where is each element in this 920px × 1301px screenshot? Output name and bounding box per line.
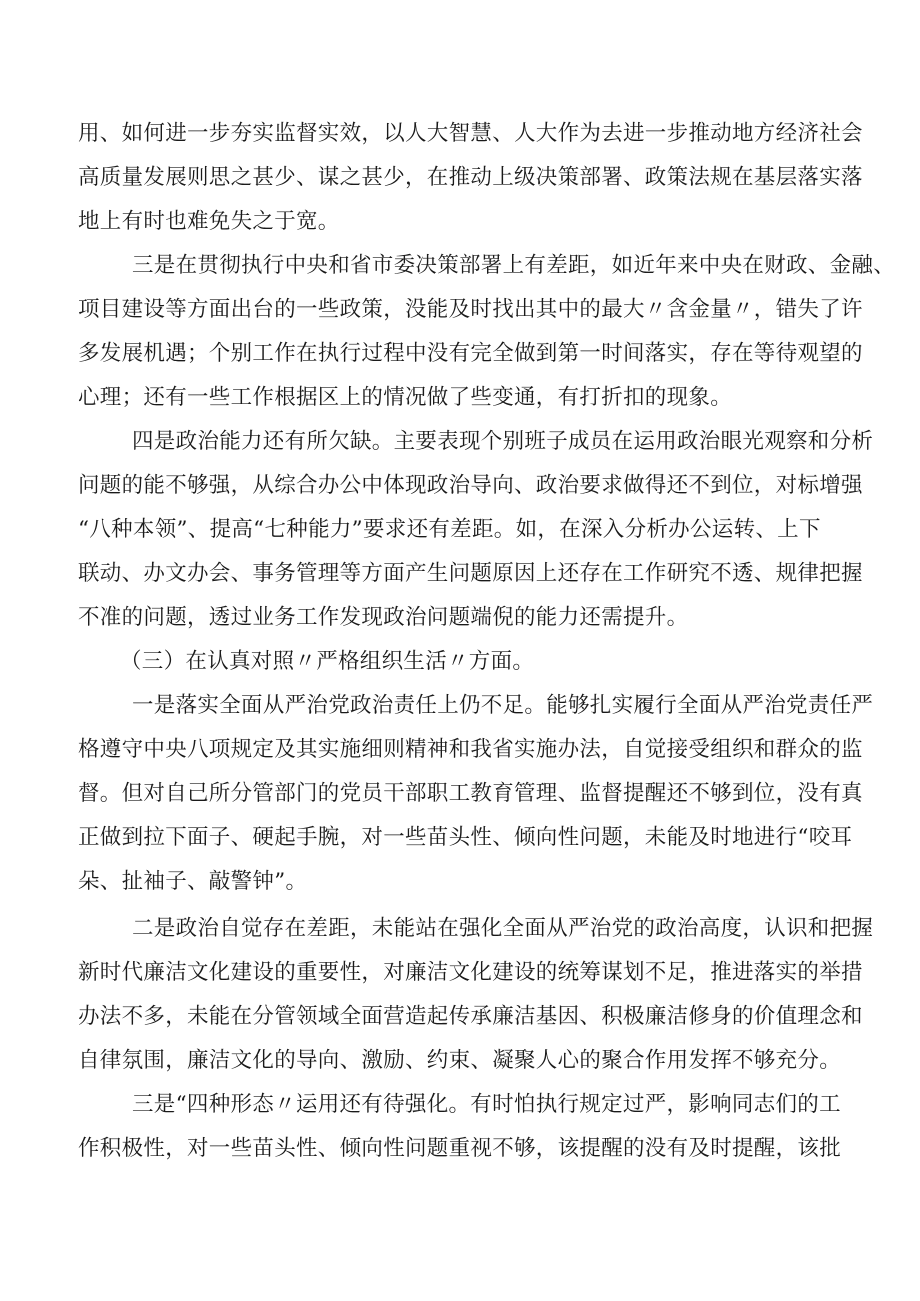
paragraph-line: 督。但对自己所分管部门的党员干部职工教育管理、监督提醒还不够到位，没有真 xyxy=(78,781,863,806)
paragraph-line: 心理；还有一些工作根据区上的情况做了些变通，有打折扣的现象。 xyxy=(78,385,733,410)
paragraph-line: 办法不多，未能在分管领域全面营造起传承廉洁基因、积极廉洁修身的价值理念和 xyxy=(78,1004,863,1029)
paragraph-line: 问题的能不够强，从综合办公中体现政治导向、政治要求做得还不到位，对标增强 xyxy=(78,473,863,498)
paragraph-line: 格遵守中央八项规定及其实施细则精神和我省实施办法，自觉接受组织和群众的监 xyxy=(78,737,863,762)
section-heading: （三）在认真对照〃严格组织生活〃方面。 xyxy=(120,649,535,674)
paragraph-line: 作积极性，对一些苗头性、倾向性问题重视不够，该提醒的没有及时提醒，该批 xyxy=(78,1136,842,1161)
paragraph-line: 地上有时也难免失之于宽。 xyxy=(78,209,340,234)
paragraph-line: 用、如何进一步夯实监督实效，以人大智慧、人大作为去进一步推动地方经济社会 xyxy=(78,121,863,146)
paragraph-line: 三是在贯彻执行中央和省市委决策部署上有差距，如近年来中央在财政、金融、 xyxy=(132,253,896,278)
paragraph-line: 不准的问题，透过业务工作发现政治问题端倪的能力还需提升。 xyxy=(78,605,689,630)
paragraph-line: 三是“四种形态〃运用还有待强化。有时怕执行规定过严，影响同志们的工 xyxy=(132,1092,841,1117)
paragraph-line: 四是政治能力还有所欠缺。主要表现个别班子成员在运用政治眼光观察和分析 xyxy=(132,429,874,454)
paragraph-line: 正做到拉下面子、硬起手腕，对一些苗头性、倾向性问题，未能及时地进行“咬耳 xyxy=(78,825,853,850)
paragraph-line: 朵、扯袖子、敲警钟”。 xyxy=(78,869,308,894)
paragraph-line: 一是落实全面从严治党政治责任上仍不足。能够扎实履行全面从严治党责任严 xyxy=(132,693,874,718)
paragraph-line: 新时代廉洁文化建设的重要性，对廉洁文化建设的统筹谋划不足，推进落实的举措 xyxy=(78,960,863,985)
paragraph-line: 联动、办文办会、事务管理等方面产生问题原因上还存在工作研究不透、规律把握 xyxy=(78,561,863,586)
paragraph-line: 二是政治自觉存在差距，未能站在强化全面从严治党的政治高度，认识和把握 xyxy=(132,916,874,941)
paragraph-line: 自律氛围，廉洁文化的导向、激励、约束、凝聚人心的聚合作用发挥不够充分。 xyxy=(78,1048,842,1073)
paragraph-line: “八种本领”、提高“七种能力”要求还有差距。如，在深入分析办公运转、上下 xyxy=(78,517,821,542)
paragraph-line: 项目建设等方面出台的一些政策，没能及时找出其中的最大〃含金量〃，错失了许 xyxy=(78,297,863,322)
paragraph-line: 多发展机遇；个别工作在执行过程中没有完全做到第一时间落实，存在等待观望的 xyxy=(78,341,863,366)
paragraph-line: 高质量发展则思之甚少、谋之甚少，在推动上级决策部署、政策法规在基层落实落 xyxy=(78,165,863,190)
